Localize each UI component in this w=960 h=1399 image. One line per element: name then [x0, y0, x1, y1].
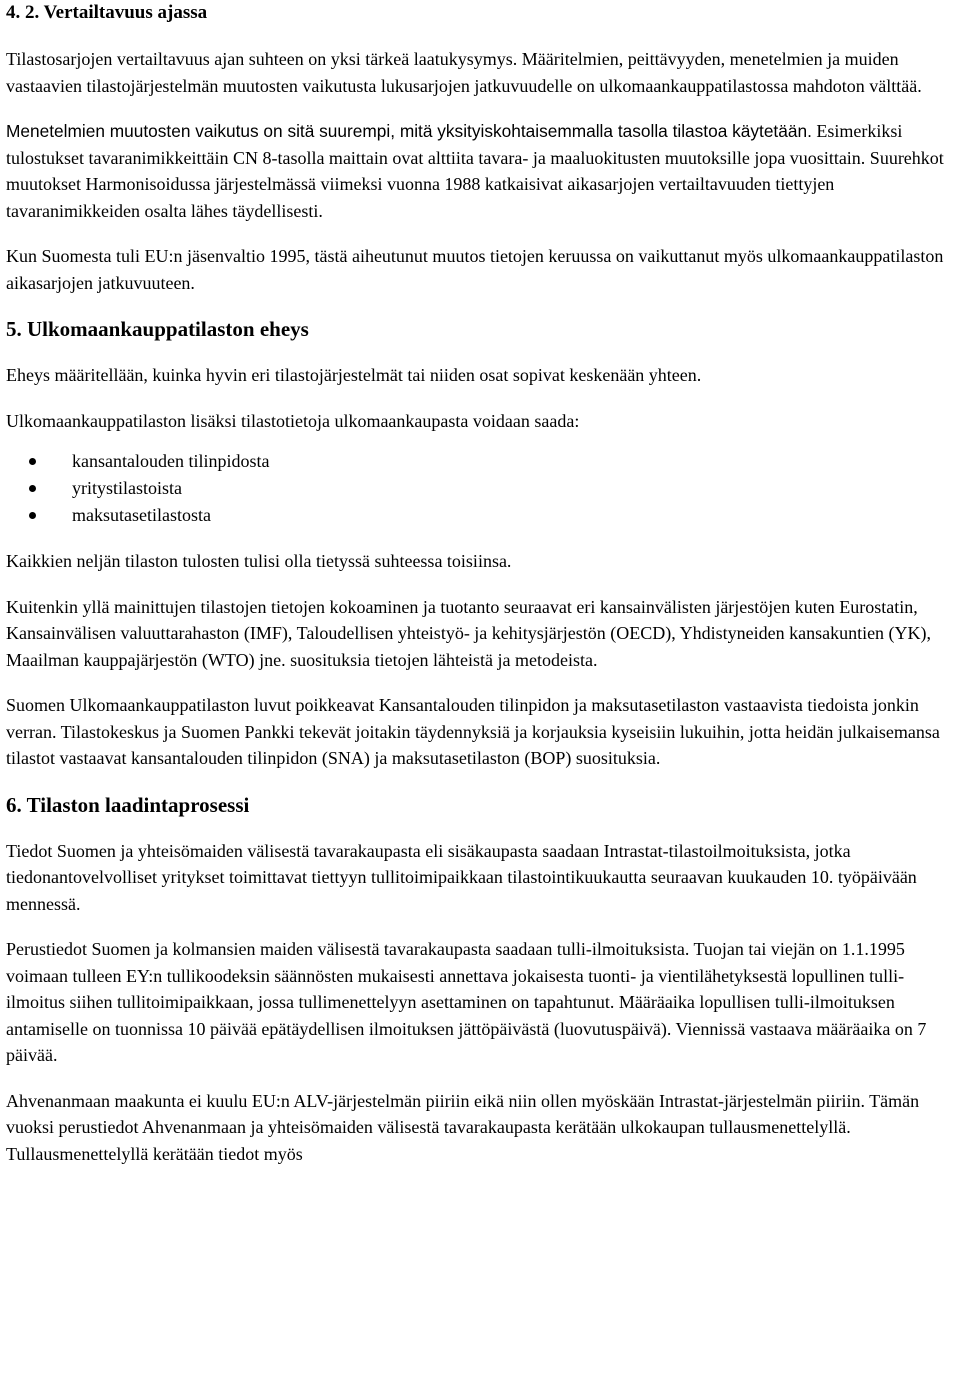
section-heading-6: 6. Tilaston laadintaprosessi [6, 792, 250, 817]
section-heading-4-2: 4. 2. Vertailtavuus ajassa [6, 2, 208, 23]
paragraph-differences: Suomen Ulkomaankauppatilaston luvut poikkeavat Kansantalouden tilinpidon ja maksutasetilaston vastaavista tiedoista jonkin verran. Tilastokeskus ja Suomen Pankki tekevät joitakin täydennyksiä ja korjauksia kyseisiin lukuihin, jotta heidän julkaisemansa tilastot vastaavat kansantalouden tilinpidon (SNA) ja maksutasetilaston (BOP) suosituksia. [6, 695, 940, 768]
list-item [6, 502, 950, 529]
paragraph-method-changes [6, 118, 950, 224]
list-item [6, 448, 950, 475]
paragraph-international-orgs: Kuitenkin yllä mainittujen tilastojen tietojen kokoaminen ja tuotanto seuraavat eri kansainvälisten järjestöjen kuten Eurostatin, Kansainvälisen valuuttarahaston (IMF), Taloudellisen yhteistyö- ja kehitysjärjestön (OECD), Yhdistyneiden kansakuntien (YK), Maailman kauppajärjestön (WTO) jne. suosituksia tietojen lähteistä ja metodeista. [6, 596, 932, 670]
paragraph-comparability: Tilastosarjojen vertailtavuus ajan suhteen on yksi tärkeä laatukysymys. Määritelmien, peittävyyden, menetelmien ja muiden vastaavien tilastojärjestelmän muutosten vaikutusta lukusarjojen jatkuvuudelle on ulkomaankauppatilastossa mahdoton välttää. [6, 49, 922, 96]
list-item-text: yritystilastoista [72, 478, 182, 498]
bullet-icon [29, 512, 36, 519]
paragraph-eu-membership: Kun Suomesta tuli EU:n jäsenvaltio 1995, tästä aiheutunut muutos tietojen keruussa on vaikuttanut myös ulkomaankauppatilaston aikasarjojen jatkuvuuteen. [6, 246, 944, 293]
source-list [6, 448, 950, 529]
section-heading-5: 5. Ulkomaankauppatilaston eheys [6, 317, 309, 341]
bullet-icon [29, 485, 36, 492]
paragraph-aland: Ahvenanmaan maakunta ei kuulu EU:n ALV-järjestelmän piiriin eikä niin ollen myöskään Intrastat-järjestelmän piiriin. Tämän vuoksi perustiedot Ahvenanmaan ja yhteisömaiden välisestä tavarakaupasta kerätään ulkokaupan tullausmenettelyllä. Tullausmenettelyllä kerätään tiedot myös [6, 1090, 920, 1164]
bullet-icon [29, 458, 36, 465]
list-item-text: kansantalouden tilinpidosta [72, 451, 270, 471]
paragraph-method-changes-body: Esimerkiksi tulostukset tavaranimikkeittäin CN 8-tasolla maittain ovat alttiita tavara- ja maaluokitusten muutoksille jopa vuosittain. Suurehkot muutokset Harmonisoidussa järjestelmässä viimeksi vuonna 1988 katkaisivat aikasarjojen vertailtavuuden tiettyjen tavaranimikkeiden osalta lähes täydellisesti. [6, 121, 944, 221]
paragraph-intrastat: Tiedot Suomen ja yhteisömaiden välisestä tavarakaupasta eli sisäkaupasta saadaan Intrastat-tilastoilmoituksista, jotka tiedonantovelvolliset yritykset toimittavat tiettyyn tullitoimipaikkaan tilastointikuukautta seuraavan kuukauden 10. työpäivään mennessä. [6, 840, 917, 914]
paragraph-other-sources: Ulkomaankauppatilaston lisäksi tilastotietoja ulkomaankaupasta voidaan saada: [6, 410, 580, 431]
paragraph-customs-declarations: Perustiedot Suomen ja kolmansien maiden välisestä tavarakaupasta saadaan tulli-ilmoituksista. Tuojan tai viejän on 1.1.1995 voimaan tulleen EY:n tullikoodeksin säännösten mukaisesti annettava jokaisesta tuonti- ja vientilähetyksestä lopullinen tulli-ilmoitus siihen tullitoimipaikkaan, jossa tullimenettelyyn asettaminen on tapahtunut. Määräaika lopullisen tulli-ilmoituksen antamiselle on tuonnissa 10 päivää epätäydellisen ilmoituksen jättöpäivästä (luovutuspäivä). Viennissä vastaava määräaika on 7 päivää. [6, 939, 927, 1065]
paragraph-method-changes-lead: Menetelmien muutosten vaikutus on sitä suurempi, mitä yksityiskohtaisemmalla tasolla tilastoa käytetään. [6, 121, 812, 141]
list-item [6, 475, 950, 502]
paragraph-four-statistics: Kaikkien neljän tilaston tulosten tulisi olla tietyssä suhteessa toisiinsa. [6, 551, 512, 571]
paragraph-coherence-definition: Eheys määritellään, kuinka hyvin eri tilastojärjestelmät tai niiden osat sopivat keskenään yhteen. [6, 365, 702, 385]
list-item-text: maksutasetilastosta [72, 505, 211, 525]
